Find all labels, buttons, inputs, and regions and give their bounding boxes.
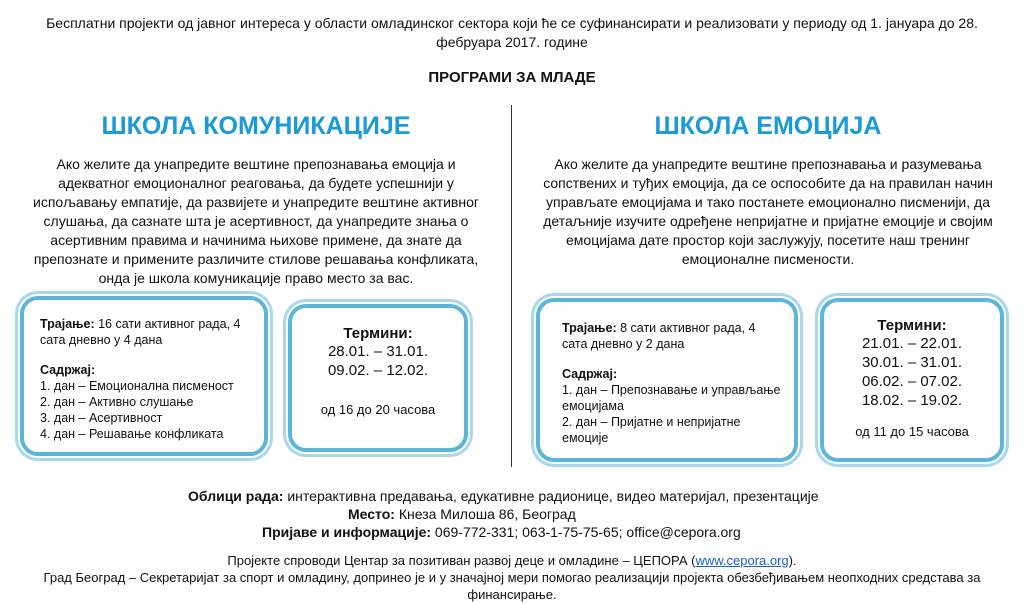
organizer-line: Пројекте спроводи Центар за позитиван развој деце и омладине – ЦЕПОРА (www.cepora.org). xyxy=(227,553,797,568)
left-content-item: 4. дан – Решавање конфликата xyxy=(40,427,224,441)
left-schedule-time: од 16 до 20 часова xyxy=(320,402,436,417)
left-content-item: 3. дан – Асертивност xyxy=(40,411,163,425)
programs-heading: ПРОГРАМИ ЗА МЛАДЕ xyxy=(428,69,596,86)
right-schedule-date: 21.01. – 22.01. xyxy=(861,335,963,352)
left-details-box xyxy=(20,296,268,456)
left-content-label: Садржај: xyxy=(40,363,96,377)
right-schedule-time: од 11 до 15 часова xyxy=(855,424,969,439)
place-line: Место: Кнеза Милоша 86, Београд xyxy=(348,506,576,522)
right-details-box xyxy=(536,298,798,462)
right-content-item: 2. дан – Пријатне и непријатне емоције xyxy=(562,415,741,445)
right-schedule-date: 18.02. – 19.02. xyxy=(861,392,963,409)
right-schedule-date: 06.02. – 07.02. xyxy=(861,373,963,390)
left-program-description: Ако желите да унапредите вештине препознавања емоција и адекватног емоционалног реаговања, да будете успешнији у испољавању емпатије, да развијете и унапредите вештине активног слушања, да сазнате шта је асертивност, да унапредите знања о асертивним правима и начинима њихове примене, да знате да препознате и примените различите стилове решавања конфликата, онда је школа комуникације право место за вас. xyxy=(33,156,479,286)
sponsor-line: Град Београд – Секретаријат за спорт и омладину, допринео је и у значајној мери помогао реализацији пројекта обезбеђивањем неопходних средстава за финансирање. xyxy=(43,570,981,602)
right-content-label: Садржај: xyxy=(562,367,618,381)
column-divider xyxy=(511,105,512,467)
left-schedule-date: 28.01. – 31.01. xyxy=(327,343,429,360)
left-schedule-date: 09.02. – 12.02. xyxy=(327,362,429,379)
left-duration: Трајање: 16 сати активног рада, 4 сата дневно у 4 дана xyxy=(40,317,241,347)
right-program-title: ШКОЛА ЕМОЦИЈА xyxy=(654,112,882,140)
right-program-description: Ако желите да унапредите вештине препознавања и разумевања сопствених и туђих емоција, да се оспособите да на правилан начин управљате емоцијама и тако постанете емоционално писменији, да детаљније изучите одређене непријатне и пријатне емоције и својим емоцијама дате простор који заслужују, посетите наш тренинг емоционалне писмености. xyxy=(543,156,993,267)
right-content-item: 1. дан – Препознавање и управљање емоцијама xyxy=(562,383,781,413)
left-program-title: ШКОЛА КОМУНИКАЦИЈЕ xyxy=(101,112,411,140)
intro-text: Бесплатни пројекти од јавног интереса у области омладинског сектора који ће се суфинансирати и реализовати у периоду од 1. јануара до 28. фебруара 2017. године xyxy=(46,15,978,50)
cepora-link[interactable]: www.cepora.org xyxy=(695,553,789,568)
right-schedule-title: Термини: xyxy=(877,317,947,334)
left-content-item: 1. дан – Емоционална писменост xyxy=(40,379,234,393)
left-schedule-box xyxy=(288,304,468,452)
right-schedule-date: 30.01. – 31.01. xyxy=(861,354,963,371)
left-schedule-title: Термини: xyxy=(343,325,413,342)
right-schedule-box xyxy=(820,298,1004,462)
contact-line: Пријаве и информације: 069-772-331; 063-1-75-75-65; office@cepora.org xyxy=(262,524,741,540)
right-duration: Трајање: 8 сати активног рада, 4 сата дневно у 2 дана xyxy=(562,321,756,351)
work-forms-line: Облици рада: интерактивна предавања, едукативне радионице, видео материјал, презентације xyxy=(188,488,819,504)
left-content-item: 2. дан – Активно слушање xyxy=(40,395,194,409)
